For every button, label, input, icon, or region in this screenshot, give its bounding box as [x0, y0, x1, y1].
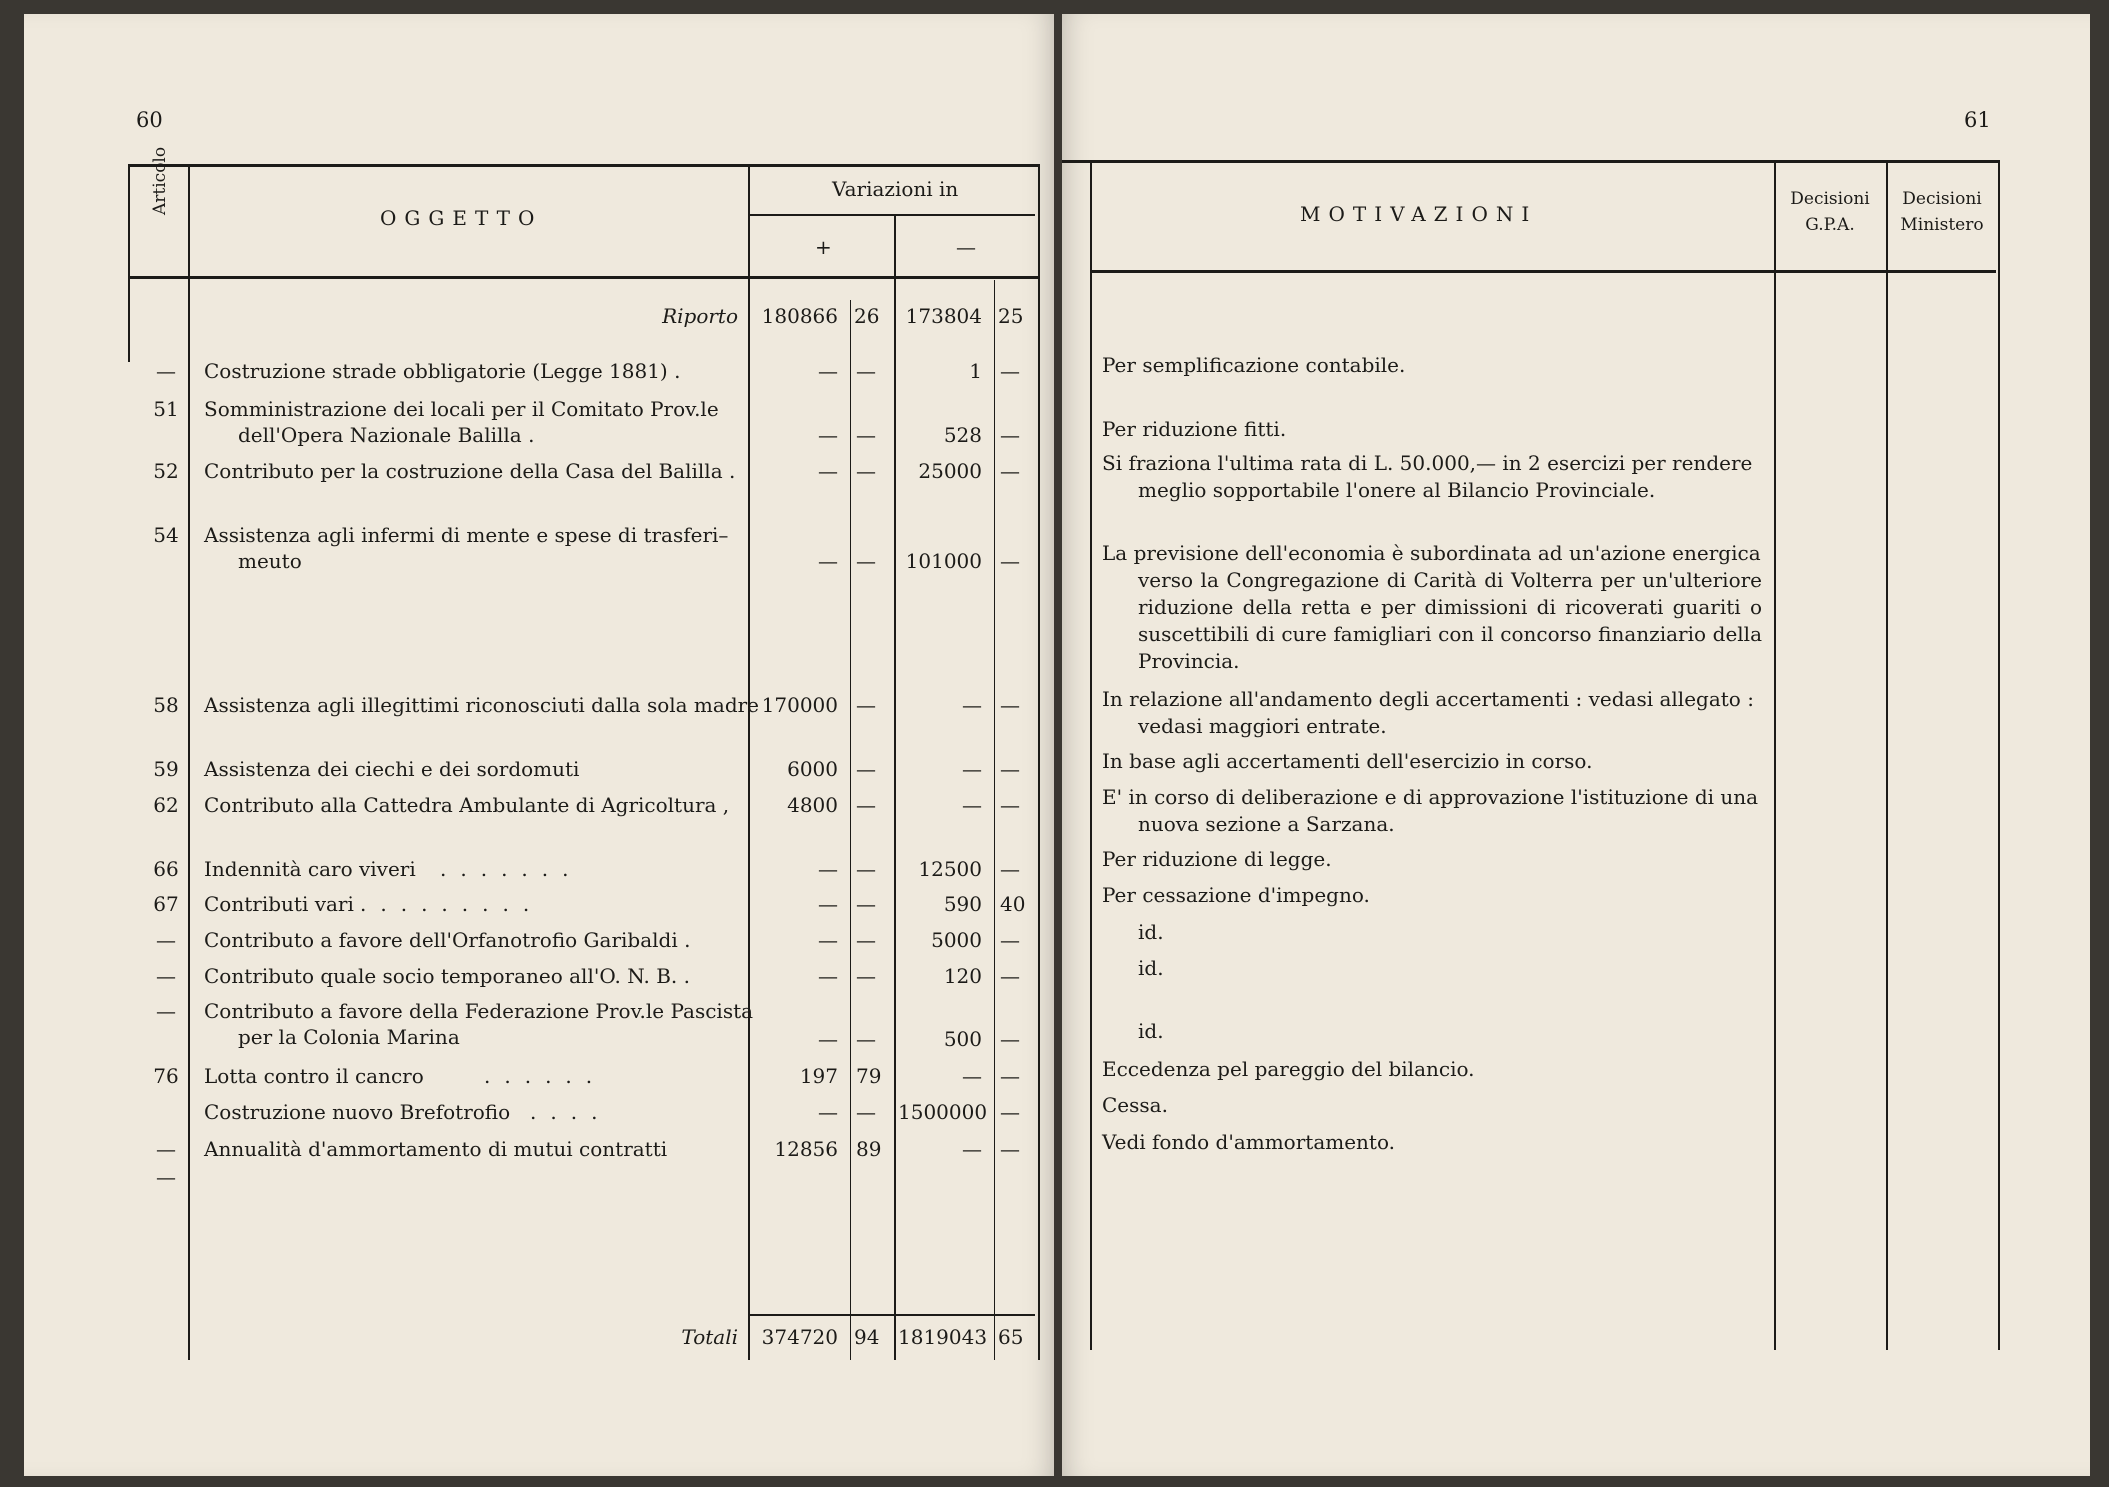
row-plus-dec: — — [856, 857, 876, 881]
row-article: 66 — [153, 857, 179, 881]
variazioni-rule — [750, 214, 1035, 216]
row-oggetto: Contributi vari — [204, 892, 354, 916]
row-minus-int: 1 — [969, 359, 982, 383]
motivazione-entry: In relazione all'andamento degli accertamenti : vedasi allegato : vedasi maggiori entrate. — [1102, 687, 1754, 738]
motivazioni-header: MOTIVAZIONI — [1300, 202, 1538, 226]
row-minus-int: 101000 — [905, 549, 982, 573]
table-top-rule — [128, 164, 1040, 167]
row-minus-int: 500 — [943, 1027, 982, 1051]
row-minus-int: 590 — [943, 892, 982, 916]
row-oggetto-cont: meuto — [238, 549, 302, 573]
oggetto-header: OGGETTO — [380, 206, 543, 230]
col-rule — [1774, 160, 1776, 1350]
row-minus-dec: — — [1000, 1137, 1020, 1161]
row-plus-dec: 89 — [856, 1137, 882, 1161]
riporto-plus-dec: 26 — [854, 304, 880, 328]
row-oggetto: Contributo a favore dell'Orfanotrofio Garibaldi . — [204, 928, 691, 952]
row-oggetto: Annualità d'ammortamento di mutui contratti — [204, 1137, 668, 1161]
totali-plus-dec: 94 — [854, 1325, 880, 1349]
row-plus-int: — — [818, 928, 838, 952]
motivazione-entry: Per riduzione fitti. — [1102, 417, 1287, 441]
left-page-number: 60 — [136, 108, 163, 132]
row-article: 51 — [153, 397, 179, 421]
row-oggetto: Assistenza dei ciechi e dei sordomuti — [204, 757, 580, 781]
col-rule — [1886, 160, 1888, 1350]
row-article: — — [156, 999, 176, 1023]
row-plus-int: 170000 — [761, 693, 838, 717]
col-rule — [1038, 164, 1040, 1360]
row-minus-dec: — — [1000, 1064, 1020, 1088]
row-plus-dec: — — [856, 359, 876, 383]
col-rule — [1090, 160, 1092, 1350]
row-minus-dec: — — [1000, 1027, 1020, 1051]
row-minus-dec: — — [1000, 757, 1020, 781]
row-minus-dec: — — [1000, 1100, 1020, 1124]
col-rule — [894, 216, 896, 1360]
table-top-rule — [1062, 160, 2000, 163]
row-minus-dec: — — [1000, 423, 1020, 447]
row-article: — — [156, 1137, 176, 1161]
motivazione-entry: Si fraziona l'ultima rata di L. 50.000,— in 2 esercizi per rendere meglio sopportabile l'onere al Bilancio Provinciale. — [1102, 451, 1753, 502]
motivazione-entry: Per cessazione d'impegno. — [1102, 883, 1370, 907]
row-plus-dec: 79 — [856, 1064, 882, 1088]
row-oggetto: Lotta contro il cancro — [204, 1064, 424, 1088]
row-minus-dec: — — [1000, 459, 1020, 483]
articolo-header: Articolo — [150, 146, 170, 215]
row-article: 59 — [153, 757, 179, 781]
row-article: — — [156, 928, 176, 952]
riporto-plus-int: 180866 — [761, 304, 838, 328]
row-plus-dec: — — [856, 757, 876, 781]
row-plus-int: — — [818, 1027, 838, 1051]
right-page-number: 61 — [1964, 108, 1991, 132]
col-rule — [128, 164, 130, 362]
minus-header: — — [956, 235, 976, 259]
riporto-label: Riporto — [662, 304, 738, 328]
motivazione-entry: Eccedenza pel pareggio del bilancio. — [1102, 1057, 1475, 1081]
row-oggetto: Somministrazione dei locali per il Comitato Prov.le — [204, 397, 719, 421]
motivazione-entry: La previsione dell'economia è subordinata ad un'azione energica verso la Congregazione di Carità di Volterra per un'ulteriore riduzione della retta e per dimissioni di ricoverati guariti o suscettibili di cure famigliari con il concorso finanziario della Provincia. — [1102, 541, 1762, 673]
row-plus-dec: — — [856, 1100, 876, 1124]
row-minus-int: 5000 — [931, 928, 982, 952]
row-plus-dec: — — [856, 892, 876, 916]
riporto-minus-dec: 25 — [998, 304, 1024, 328]
motivazione-entry: id. — [1138, 956, 1164, 980]
row-minus-dec: 40 — [1000, 892, 1026, 916]
row-plus-int: — — [818, 1100, 838, 1124]
leader-dots: ......... — [360, 892, 544, 916]
row-minus-dec: — — [1000, 359, 1020, 383]
row-plus-int: — — [818, 964, 838, 988]
row-minus-int: 12500 — [918, 857, 982, 881]
plus-header: + — [815, 235, 832, 259]
col-rule — [748, 164, 750, 1360]
row-article: 67 — [153, 892, 179, 916]
row-minus-int: — — [962, 793, 982, 817]
leader-dots: ...... — [484, 1064, 607, 1088]
col-rule — [188, 164, 190, 1360]
decisioni-ministero-header: Decisioni Ministero — [1900, 189, 1984, 235]
row-minus-dec: — — [1000, 928, 1020, 952]
row-article: 58 — [153, 693, 179, 717]
totali-rule — [750, 1314, 1035, 1316]
row-plus-dec: — — [856, 549, 876, 573]
motivazione-entry: E' in corso di deliberazione e di approvazione l'istituzione di una nuova sezione a Sarzana. — [1102, 785, 1759, 836]
col-rule — [994, 280, 995, 1360]
row-oggetto: Assistenza agli infermi di mente e spese di trasferi– — [204, 523, 729, 547]
row-article: — — [156, 964, 176, 988]
row-oggetto: Indennità caro viveri — [204, 857, 416, 881]
row-minus-int: 528 — [943, 423, 982, 447]
row-minus-dec: — — [1000, 693, 1020, 717]
row-minus-int: 1500000 — [898, 1100, 988, 1124]
row-minus-int: 120 — [943, 964, 982, 988]
motivazione-entry: Per semplificazione contabile. — [1102, 353, 1406, 377]
row-article: 54 — [153, 523, 179, 547]
row-plus-dec: — — [856, 928, 876, 952]
row-plus-int: — — [818, 892, 838, 916]
totali-plus-int: 374720 — [761, 1325, 838, 1349]
row-plus-dec: — — [856, 964, 876, 988]
row-minus-dec: — — [1000, 549, 1020, 573]
row-plus-int: 12856 — [774, 1137, 838, 1161]
row-plus-int: — — [818, 459, 838, 483]
header-bottom-rule — [1090, 270, 1996, 273]
row-oggetto-cont: per la Colonia Marina — [238, 1025, 460, 1049]
row-article: — — [156, 1165, 176, 1189]
totali-minus-int: 1819043 — [898, 1325, 988, 1349]
motivazione-entry: In base agli accertamenti dell'esercizio in corso. — [1102, 749, 1593, 773]
row-minus-int: — — [962, 1064, 982, 1088]
motivazione-entry: Vedi fondo d'ammortamento. — [1102, 1130, 1396, 1154]
row-oggetto: Contributo per la costruzione della Casa del Balilla . — [204, 459, 736, 483]
row-article: 62 — [153, 793, 179, 817]
row-minus-dec: — — [1000, 857, 1020, 881]
row-plus-int: 6000 — [787, 757, 838, 781]
leader-dots: .... — [530, 1100, 612, 1124]
col-rule — [1998, 160, 2000, 1350]
row-oggetto: Costruzione nuovo Brefotrofio — [204, 1100, 511, 1124]
row-plus-dec: — — [856, 793, 876, 817]
motivazione-entry: id. — [1138, 1019, 1164, 1043]
motivazione-entry: Cessa. — [1102, 1093, 1168, 1117]
row-oggetto: Contributo a favore della Federazione Prov.le Pascista — [204, 999, 754, 1023]
row-article: — — [156, 359, 176, 383]
row-minus-int: — — [962, 757, 982, 781]
row-minus-dec: — — [1000, 964, 1020, 988]
header-bottom-rule — [128, 276, 1040, 279]
variazioni-header: Variazioni in — [832, 177, 959, 201]
row-oggetto: Contributo quale socio temporaneo all'O. N. B. . — [204, 964, 690, 988]
riporto-minus-int: 173804 — [905, 304, 982, 328]
row-minus-int: — — [962, 693, 982, 717]
totali-label: Totali — [681, 1325, 738, 1349]
row-plus-int: — — [818, 359, 838, 383]
row-oggetto: Contributo alla Cattedra Ambulante di Agricoltura , — [204, 793, 730, 817]
row-plus-dec: — — [856, 1027, 876, 1051]
row-plus-dec: — — [856, 423, 876, 447]
row-minus-int: — — [962, 1137, 982, 1161]
row-plus-dec: — — [856, 693, 876, 717]
decisioni-gpa-header: Decisioni G.P.A. — [1790, 189, 1870, 235]
left-page — [24, 14, 1054, 1476]
row-article: 52 — [153, 459, 179, 483]
col-rule — [850, 300, 851, 1360]
row-oggetto: Costruzione strade obbligatorie (Legge 1881) . — [204, 359, 681, 383]
totali-minus-dec: 65 — [998, 1325, 1024, 1349]
row-plus-int: — — [818, 423, 838, 447]
motivazione-entry: id. — [1138, 920, 1164, 944]
row-oggetto-cont: dell'Opera Nazionale Balilla . — [238, 423, 535, 447]
row-plus-int: — — [818, 549, 838, 573]
row-minus-dec: — — [1000, 793, 1020, 817]
row-oggetto: Assistenza agli illegittimi riconosciuti dalla sola madre — [204, 693, 760, 717]
leader-dots: ....... — [440, 857, 583, 881]
row-plus-int: — — [818, 857, 838, 881]
row-article: 76 — [153, 1064, 179, 1088]
row-plus-int: 197 — [799, 1064, 838, 1088]
row-minus-int: 25000 — [918, 459, 982, 483]
row-plus-int: 4800 — [787, 793, 838, 817]
row-plus-dec: — — [856, 459, 876, 483]
motivazione-entry: Per riduzione di legge. — [1102, 847, 1332, 871]
